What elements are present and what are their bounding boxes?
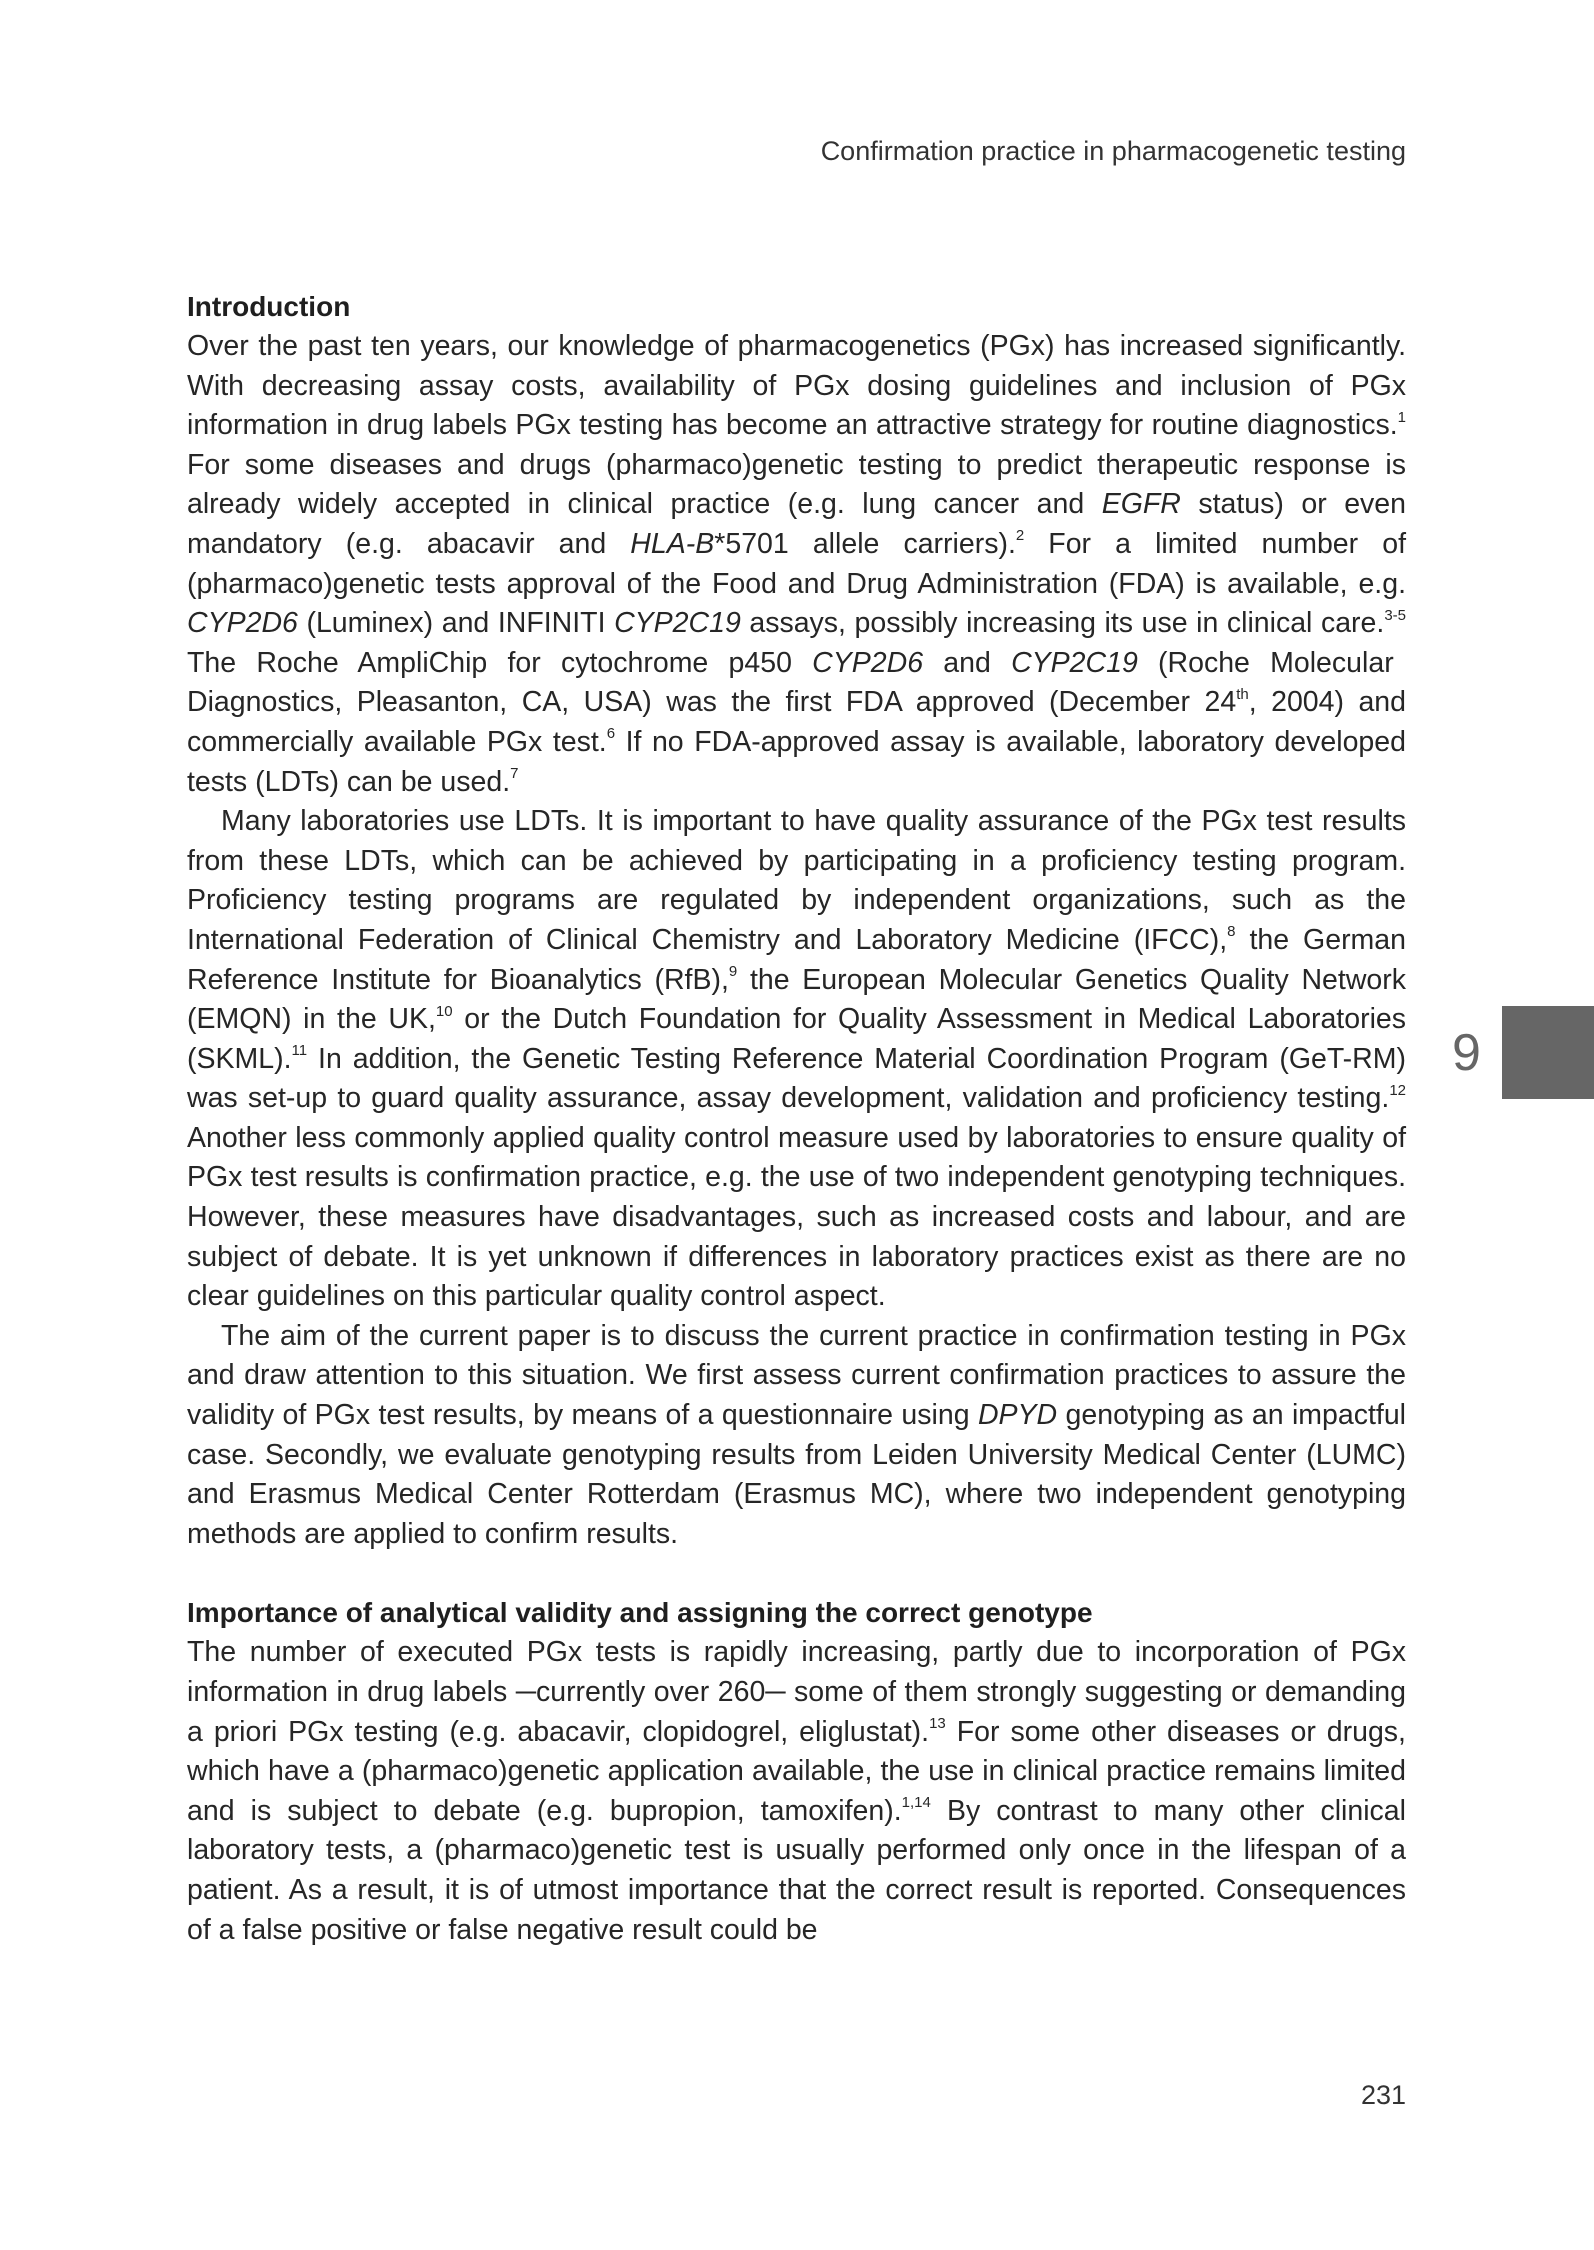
chapter-number: 9 [1452, 1024, 1481, 1082]
citation: 12 [1389, 1081, 1406, 1099]
intro-paragraph-1: Over the past ten years, our knowledge of pharmacogenetics (PGx) has increased significantly. With decreasing assay costs, availability of PGx dosing guidelines and inclusion of PGx information in drug labels PGx testing has become an attractive strategy for routine diagnostics.$^1$ For some diseases and drugs (pharmaco)genetic testing to predict therapeutic response is already widely accepted in clinical practice (e.g. lung cancer and EGFR status) or even mandatory (e.g. abacavir and HLA-B*5701 allele carriers).$^2$ For a limited number of (pharmaco)genetic tests approval of the Food and Drug Administration (FDA) is available, e.g. CYP2D6 (Luminex) and INFINITI CYP2C19 assays, possibly increasing its use in clinical care.$^{3-5}$ The Roche AmpliChip for cytochrome p450 CYP2D6 and CYP2C19 (Roche Molecular Diagnostics, Pleasanton, CA, USA) was the first FDA approved (December 24th, 2004) and commercially available PGx test.$^6$ If no FDA-approved assay is available, laboratory developed tests (LDTs) can be used.$^7$ [187, 330, 1406, 798]
page-number: 231 [1360, 2080, 1406, 2110]
citation: 3-5 [1384, 606, 1406, 624]
citation: 6 [606, 725, 616, 743]
section-heading-introduction: Introduction [187, 291, 351, 322]
citation: 8 [1227, 923, 1236, 941]
main-text [187, 287, 1406, 1950]
citation: 1 [1397, 408, 1406, 426]
citation: 2 [1015, 527, 1025, 545]
citation: 11 [291, 1042, 308, 1060]
citation: 1,14 [901, 1794, 931, 1812]
intro-paragraph-2: Many laboratories use LDTs. It is important to have quality assurance of the PGx test results from these LDTs, which can be achieved by participating in a proficiency testing program. Proficiency testing programs are regulated by independent organizations, such as the International Federation of Clinical Chemistry and Laboratory Medicine (IFCC),$^8$ the German Reference Institute for Bioanalytics (RfB),$^9$ the European Molecular Genetics Quality Network (EMQN) in the UK,$^{10}$ or the Dutch Foundation for Quality Assessment in Medical Laboratories (SKML).$^{11}$ In addition, the Genetic Testing Reference Material Coordination Program (GeT-RM) was set-up to guard quality assurance, assay development, validation and proficiency testing.$^{12}$ Another less commonly applied quality control measure used by laboratories to ensure quality of PGx test results is confirmation practice, e.g. the use of two independent genotyping techniques. However, these measures have disadvantages, such as increased costs and labour, and are subject of debate. It is yet unknown if differences in laboratory practices exist as there are no clear guidelines on this particular quality control aspect. [187, 805, 1407, 1313]
citation: 7 [510, 765, 519, 783]
citation: 10 [435, 1002, 453, 1020]
running-header: Confirmation practice in pharmacogenetic testing [820, 136, 1406, 166]
section-heading-analytical-validity: Importance of analytical validity and assigning the correct genotype [187, 1597, 1093, 1629]
citation: 9 [728, 963, 738, 980]
intro-paragraph-3: The aim of the current paper is to discuss the current practice in confirmation testing in PGx and draw attention to this situation. We first assess current confirmation practices to assure the validity of PGx test results, by means of a questionnaire using DPYD genotyping as an impactful case. Secondly, we evaluate genotyping results from Leiden University Medical Center (LUMC) and Erasmus Medical Center Rotterdam (Erasmus MC), where two independent genotyping methods are applied to confirm results. [187, 1319, 1407, 1550]
chapter-tab-marker [1502, 1006, 1594, 1099]
validity-paragraph-1: The number of executed PGx tests is rapidly increasing, partly due to incorporation of PGx information in drug labels ─currently over 260─ some of them strongly suggesting or demanding a priori PGx testing (e.g. abacavir, clopidogrel, eliglustat).$^{13}$ For some other diseases or drugs, which have a (pharmaco)genetic application available, the use in clinical practice remains limited and is subject to debate (e.g. bupropion, tamoxifen).$^{1,14}$ By contrast to many other clinical laboratory tests, a (pharmaco)genetic test is usually performed only once in the lifespan of a patient. As a result, it is of utmost importance that the correct result is reported. Consequences of a false positive or false negative result could be [187, 1636, 1406, 1946]
citation: 13 [929, 1715, 946, 1733]
